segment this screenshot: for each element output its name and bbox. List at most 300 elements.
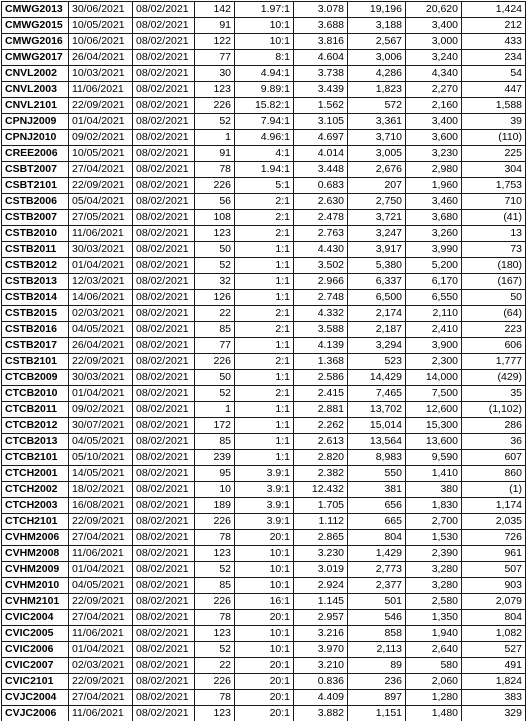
days-remaining-cell: 123 [195, 626, 235, 642]
report-date-cell: 08/02/2021 [133, 690, 195, 706]
market-price-cell: 6,550 [406, 290, 462, 306]
market-price-cell: 1,410 [406, 466, 462, 482]
market-price-cell: 3,280 [406, 578, 462, 594]
report-date-cell: 08/02/2021 [133, 98, 195, 114]
table-row [2, 210, 526, 226]
days-remaining-cell: 78 [195, 610, 235, 626]
difference-cell: 36 [462, 434, 526, 450]
report-date-cell: 08/02/2021 [133, 290, 195, 306]
report-date-cell: 08/02/2021 [133, 338, 195, 354]
market-price-cell: 3,230 [406, 146, 462, 162]
conversion-ratio-cell: 2:1 [235, 322, 294, 338]
difference-cell: 13 [462, 226, 526, 242]
difference-cell: 212 [462, 18, 526, 34]
days-remaining-cell: 126 [195, 290, 235, 306]
table-row [2, 530, 526, 546]
conversion-ratio-cell: 1:1 [235, 370, 294, 386]
conversion-ratio-cell: 10:1 [235, 562, 294, 578]
theoretical-price-cell: 665 [348, 514, 406, 530]
market-price-cell: 4,340 [406, 66, 462, 82]
conversion-ratio-cell: 3.9:1 [235, 498, 294, 514]
difference-cell: 1,588 [462, 98, 526, 114]
maturity-date-cell: 27/04/2021 [69, 530, 133, 546]
conversion-ratio-cell: 20:1 [235, 674, 294, 690]
days-remaining-cell: 91 [195, 18, 235, 34]
conversion-ratio-cell: 1:1 [235, 450, 294, 466]
theoretical-price-cell: 550 [348, 466, 406, 482]
maturity-date-cell: 04/05/2021 [69, 434, 133, 450]
warrant-code-cell: CVJC2004 [2, 690, 69, 706]
table-row [2, 674, 526, 690]
report-date-cell: 08/02/2021 [133, 322, 195, 338]
maturity-date-cell: 27/04/2021 [69, 610, 133, 626]
maturity-date-cell: 02/03/2021 [69, 306, 133, 322]
market-price-cell: 580 [406, 658, 462, 674]
warrant-code-cell: CSTB2012 [2, 258, 69, 274]
conversion-ratio-cell: 4.94:1 [235, 66, 294, 82]
table-row [2, 466, 526, 482]
theoretical-price-cell: 89 [348, 658, 406, 674]
warrant-code-cell: CTCB2013 [2, 434, 69, 450]
difference-cell: 860 [462, 466, 526, 482]
maturity-date-cell: 02/03/2021 [69, 658, 133, 674]
value-cell: 2.865 [294, 530, 348, 546]
value-cell: 4.014 [294, 146, 348, 162]
report-date-cell: 08/02/2021 [133, 674, 195, 690]
table-row [2, 418, 526, 434]
maturity-date-cell: 04/05/2021 [69, 322, 133, 338]
theoretical-price-cell: 897 [348, 690, 406, 706]
report-date-cell: 08/02/2021 [133, 82, 195, 98]
table-row [2, 146, 526, 162]
table-row [2, 274, 526, 290]
table-row [2, 242, 526, 258]
days-remaining-cell: 78 [195, 162, 235, 178]
table-row [2, 434, 526, 450]
report-date-cell: 08/02/2021 [133, 530, 195, 546]
market-price-cell: 20,620 [406, 2, 462, 18]
difference-cell: 1,824 [462, 674, 526, 690]
market-price-cell: 3,600 [406, 130, 462, 146]
report-date-cell: 08/02/2021 [133, 370, 195, 386]
value-cell: 4.604 [294, 50, 348, 66]
days-remaining-cell: 1 [195, 402, 235, 418]
conversion-ratio-cell: 8:1 [235, 50, 294, 66]
maturity-date-cell: 30/06/2021 [69, 2, 133, 18]
table-row [2, 546, 526, 562]
conversion-ratio-cell: 20:1 [235, 706, 294, 721]
value-cell: 3.588 [294, 322, 348, 338]
conversion-ratio-cell: 1:1 [235, 258, 294, 274]
maturity-date-cell: 27/05/2021 [69, 210, 133, 226]
conversion-ratio-cell: 10:1 [235, 626, 294, 642]
warrant-code-cell: CVIC2101 [2, 674, 69, 690]
theoretical-price-cell: 3,361 [348, 114, 406, 130]
conversion-ratio-cell: 10:1 [235, 642, 294, 658]
value-cell: 4.139 [294, 338, 348, 354]
warrant-code-cell: CVJC2006 [2, 706, 69, 721]
maturity-date-cell: 05/10/2021 [69, 450, 133, 466]
maturity-date-cell: 01/04/2021 [69, 386, 133, 402]
theoretical-price-cell: 501 [348, 594, 406, 610]
difference-cell: (180) [462, 258, 526, 274]
conversion-ratio-cell: 2:1 [235, 194, 294, 210]
conversion-ratio-cell: 4:1 [235, 146, 294, 162]
warrant-code-cell: CMWG2016 [2, 34, 69, 50]
report-date-cell: 08/02/2021 [133, 482, 195, 498]
market-price-cell: 9,590 [406, 450, 462, 466]
warrant-code-cell: CMWG2013 [2, 2, 69, 18]
theoretical-price-cell: 5,380 [348, 258, 406, 274]
days-remaining-cell: 77 [195, 50, 235, 66]
market-price-cell: 3,900 [406, 338, 462, 354]
difference-cell: (41) [462, 210, 526, 226]
theoretical-price-cell: 1,823 [348, 82, 406, 98]
difference-cell: 383 [462, 690, 526, 706]
maturity-date-cell: 12/03/2021 [69, 274, 133, 290]
days-remaining-cell: 52 [195, 562, 235, 578]
difference-cell: 304 [462, 162, 526, 178]
conversion-ratio-cell: 10:1 [235, 546, 294, 562]
report-date-cell: 08/02/2021 [133, 226, 195, 242]
difference-cell: 804 [462, 610, 526, 626]
maturity-date-cell: 26/04/2021 [69, 50, 133, 66]
difference-cell: 1,082 [462, 626, 526, 642]
table-row [2, 258, 526, 274]
days-remaining-cell: 226 [195, 98, 235, 114]
maturity-date-cell: 27/04/2021 [69, 690, 133, 706]
value-cell: 3.816 [294, 34, 348, 50]
report-date-cell: 08/02/2021 [133, 514, 195, 530]
conversion-ratio-cell: 2:1 [235, 354, 294, 370]
days-remaining-cell: 56 [195, 194, 235, 210]
value-cell: 2.586 [294, 370, 348, 386]
maturity-date-cell: 11/06/2021 [69, 82, 133, 98]
theoretical-price-cell: 804 [348, 530, 406, 546]
theoretical-price-cell: 236 [348, 674, 406, 690]
report-date-cell: 08/02/2021 [133, 162, 195, 178]
value-cell: 3.738 [294, 66, 348, 82]
days-remaining-cell: 226 [195, 178, 235, 194]
maturity-date-cell: 04/05/2021 [69, 578, 133, 594]
table-row [2, 290, 526, 306]
warrant-code-cell: CPNJ2010 [2, 130, 69, 146]
maturity-date-cell: 10/05/2021 [69, 146, 133, 162]
value-cell: 2.630 [294, 194, 348, 210]
theoretical-price-cell: 8,983 [348, 450, 406, 466]
value-cell: 3.882 [294, 706, 348, 721]
days-remaining-cell: 22 [195, 306, 235, 322]
value-cell: 2.966 [294, 274, 348, 290]
difference-cell: 726 [462, 530, 526, 546]
report-date-cell: 08/02/2021 [133, 50, 195, 66]
value-cell: 3.970 [294, 642, 348, 658]
warrant-code-cell: CSBT2101 [2, 178, 69, 194]
conversion-ratio-cell: 10:1 [235, 578, 294, 594]
days-remaining-cell: 78 [195, 690, 235, 706]
market-price-cell: 2,700 [406, 514, 462, 530]
warrant-code-cell: CVIC2005 [2, 626, 69, 642]
report-date-cell: 08/02/2021 [133, 626, 195, 642]
difference-cell: 1,174 [462, 498, 526, 514]
conversion-ratio-cell: 2:1 [235, 386, 294, 402]
days-remaining-cell: 189 [195, 498, 235, 514]
theoretical-price-cell: 13,702 [348, 402, 406, 418]
warrant-code-cell: CMWG2017 [2, 50, 69, 66]
report-date-cell: 08/02/2021 [133, 578, 195, 594]
difference-cell: 73 [462, 242, 526, 258]
value-cell: 2.748 [294, 290, 348, 306]
theoretical-price-cell: 1,151 [348, 706, 406, 721]
market-price-cell: 1,830 [406, 498, 462, 514]
conversion-ratio-cell: 7.94:1 [235, 114, 294, 130]
market-price-cell: 1,940 [406, 626, 462, 642]
warrant-code-cell: CTCH2101 [2, 514, 69, 530]
value-cell: 3.439 [294, 82, 348, 98]
report-date-cell: 08/02/2021 [133, 194, 195, 210]
report-date-cell: 08/02/2021 [133, 274, 195, 290]
theoretical-price-cell: 1,429 [348, 546, 406, 562]
market-price-cell: 2,110 [406, 306, 462, 322]
maturity-date-cell: 30/03/2021 [69, 242, 133, 258]
warrant-code-cell: CNVL2003 [2, 82, 69, 98]
difference-cell: (64) [462, 306, 526, 322]
table-row [2, 562, 526, 578]
difference-cell: 50 [462, 290, 526, 306]
warrant-code-cell: CTCH2002 [2, 482, 69, 498]
maturity-date-cell: 22/09/2021 [69, 514, 133, 530]
value-cell: 2.957 [294, 610, 348, 626]
report-date-cell: 08/02/2021 [133, 178, 195, 194]
market-price-cell: 2,060 [406, 674, 462, 690]
market-price-cell: 14,000 [406, 370, 462, 386]
theoretical-price-cell: 2,567 [348, 34, 406, 50]
value-cell: 4.409 [294, 690, 348, 706]
days-remaining-cell: 108 [195, 210, 235, 226]
report-date-cell: 08/02/2021 [133, 354, 195, 370]
maturity-date-cell: 16/08/2021 [69, 498, 133, 514]
maturity-date-cell: 14/06/2021 [69, 290, 133, 306]
theoretical-price-cell: 3,294 [348, 338, 406, 354]
report-date-cell: 08/02/2021 [133, 642, 195, 658]
report-date-cell: 08/02/2021 [133, 386, 195, 402]
maturity-date-cell: 27/04/2021 [69, 162, 133, 178]
market-price-cell: 7,500 [406, 386, 462, 402]
market-price-cell: 3,260 [406, 226, 462, 242]
days-remaining-cell: 85 [195, 434, 235, 450]
days-remaining-cell: 123 [195, 82, 235, 98]
conversion-ratio-cell: 1:1 [235, 434, 294, 450]
days-remaining-cell: 50 [195, 242, 235, 258]
difference-cell: (167) [462, 274, 526, 290]
maturity-date-cell: 10/03/2021 [69, 66, 133, 82]
conversion-ratio-cell: 20:1 [235, 658, 294, 674]
market-price-cell: 12,600 [406, 402, 462, 418]
days-remaining-cell: 32 [195, 274, 235, 290]
warrant-code-cell: CPNJ2009 [2, 114, 69, 130]
maturity-date-cell: 09/02/2021 [69, 130, 133, 146]
table-row [2, 514, 526, 530]
warrant-table [1, 1, 526, 721]
value-cell: 1.112 [294, 514, 348, 530]
conversion-ratio-cell: 4.96:1 [235, 130, 294, 146]
table-row [2, 322, 526, 338]
market-price-cell: 2,580 [406, 594, 462, 610]
table-row [2, 338, 526, 354]
report-date-cell: 08/02/2021 [133, 130, 195, 146]
difference-cell: (110) [462, 130, 526, 146]
table-row [2, 2, 526, 18]
conversion-ratio-cell: 2:1 [235, 226, 294, 242]
table-row [2, 642, 526, 658]
conversion-ratio-cell: 1:1 [235, 242, 294, 258]
maturity-date-cell: 10/06/2021 [69, 34, 133, 50]
warrant-code-cell: CTCH2001 [2, 466, 69, 482]
days-remaining-cell: 52 [195, 258, 235, 274]
difference-cell: 329 [462, 706, 526, 721]
value-cell: 3.105 [294, 114, 348, 130]
conversion-ratio-cell: 9.89:1 [235, 82, 294, 98]
report-date-cell: 08/02/2021 [133, 258, 195, 274]
difference-cell: 225 [462, 146, 526, 162]
table-row [2, 226, 526, 242]
table-row [2, 194, 526, 210]
report-date-cell: 08/02/2021 [133, 610, 195, 626]
difference-cell: 39 [462, 114, 526, 130]
market-price-cell: 3,240 [406, 50, 462, 66]
report-date-cell: 08/02/2021 [133, 402, 195, 418]
theoretical-price-cell: 2,187 [348, 322, 406, 338]
theoretical-price-cell: 4,286 [348, 66, 406, 82]
theoretical-price-cell: 6,500 [348, 290, 406, 306]
difference-cell: (1) [462, 482, 526, 498]
warrant-code-cell: CSTB2013 [2, 274, 69, 290]
difference-cell: 491 [462, 658, 526, 674]
market-price-cell: 2,300 [406, 354, 462, 370]
theoretical-price-cell: 6,337 [348, 274, 406, 290]
theoretical-price-cell: 656 [348, 498, 406, 514]
theoretical-price-cell: 13,564 [348, 434, 406, 450]
theoretical-price-cell: 2,113 [348, 642, 406, 658]
warrant-code-cell: CVHM2006 [2, 530, 69, 546]
value-cell: 3.230 [294, 546, 348, 562]
maturity-date-cell: 30/07/2021 [69, 418, 133, 434]
warrant-code-cell: CVIC2006 [2, 642, 69, 658]
table-row [2, 370, 526, 386]
conversion-ratio-cell: 10:1 [235, 18, 294, 34]
maturity-date-cell: 01/04/2021 [69, 114, 133, 130]
warrant-code-cell: CNVL2002 [2, 66, 69, 82]
market-price-cell: 1,280 [406, 690, 462, 706]
theoretical-price-cell: 3,005 [348, 146, 406, 162]
days-remaining-cell: 77 [195, 338, 235, 354]
table-row [2, 578, 526, 594]
days-remaining-cell: 226 [195, 354, 235, 370]
maturity-date-cell: 22/09/2021 [69, 354, 133, 370]
days-remaining-cell: 30 [195, 66, 235, 82]
conversion-ratio-cell: 2:1 [235, 306, 294, 322]
table-row [2, 354, 526, 370]
table-row [2, 82, 526, 98]
table-body [2, 2, 526, 721]
conversion-ratio-cell: 15.82:1 [235, 98, 294, 114]
conversion-ratio-cell: 16:1 [235, 594, 294, 610]
difference-cell: 286 [462, 418, 526, 434]
maturity-date-cell: 01/04/2021 [69, 642, 133, 658]
report-date-cell: 08/02/2021 [133, 466, 195, 482]
days-remaining-cell: 22 [195, 658, 235, 674]
warrant-code-cell: CVHM2008 [2, 546, 69, 562]
days-remaining-cell: 226 [195, 514, 235, 530]
warrant-code-cell: CVIC2007 [2, 658, 69, 674]
theoretical-price-cell: 2,174 [348, 306, 406, 322]
theoretical-price-cell: 2,773 [348, 562, 406, 578]
market-price-cell: 1,480 [406, 706, 462, 721]
table-row [2, 114, 526, 130]
maturity-date-cell: 22/09/2021 [69, 98, 133, 114]
days-remaining-cell: 10 [195, 482, 235, 498]
warrant-code-cell: CTCB2012 [2, 418, 69, 434]
maturity-date-cell: 10/05/2021 [69, 18, 133, 34]
report-date-cell: 08/02/2021 [133, 594, 195, 610]
value-cell: 3.210 [294, 658, 348, 674]
maturity-date-cell: 26/04/2021 [69, 338, 133, 354]
maturity-date-cell: 22/09/2021 [69, 674, 133, 690]
conversion-ratio-cell: 20:1 [235, 610, 294, 626]
market-price-cell: 1,530 [406, 530, 462, 546]
table-row [2, 386, 526, 402]
conversion-ratio-cell: 1.94:1 [235, 162, 294, 178]
maturity-date-cell: 11/06/2021 [69, 546, 133, 562]
warrant-code-cell: CSTB2007 [2, 210, 69, 226]
market-price-cell: 2,390 [406, 546, 462, 562]
table-row [2, 98, 526, 114]
theoretical-price-cell: 15,014 [348, 418, 406, 434]
warrant-code-cell: CMWG2015 [2, 18, 69, 34]
difference-cell: 433 [462, 34, 526, 50]
difference-cell: 234 [462, 50, 526, 66]
table-row [2, 402, 526, 418]
warrant-code-cell: CSTB2017 [2, 338, 69, 354]
market-price-cell: 5,200 [406, 258, 462, 274]
days-remaining-cell: 123 [195, 546, 235, 562]
market-price-cell: 3,280 [406, 562, 462, 578]
theoretical-price-cell: 3,710 [348, 130, 406, 146]
value-cell: 2.415 [294, 386, 348, 402]
report-date-cell: 08/02/2021 [133, 66, 195, 82]
warrant-code-cell: CSTB2011 [2, 242, 69, 258]
value-cell: 2.881 [294, 402, 348, 418]
value-cell: 2.613 [294, 434, 348, 450]
value-cell: 3.688 [294, 18, 348, 34]
difference-cell: 447 [462, 82, 526, 98]
warrant-code-cell: CSTB2015 [2, 306, 69, 322]
market-price-cell: 13,600 [406, 434, 462, 450]
difference-cell: 54 [462, 66, 526, 82]
table-row [2, 66, 526, 82]
table-row [2, 626, 526, 642]
maturity-date-cell: 01/04/2021 [69, 562, 133, 578]
theoretical-price-cell: 2,676 [348, 162, 406, 178]
table-row [2, 706, 526, 721]
table-row [2, 50, 526, 66]
value-cell: 4.332 [294, 306, 348, 322]
maturity-date-cell: 30/03/2021 [69, 370, 133, 386]
warrant-code-cell: CSTB2010 [2, 226, 69, 242]
warrant-code-cell: CTCB2010 [2, 386, 69, 402]
value-cell: 4.430 [294, 242, 348, 258]
conversion-ratio-cell: 2:1 [235, 210, 294, 226]
